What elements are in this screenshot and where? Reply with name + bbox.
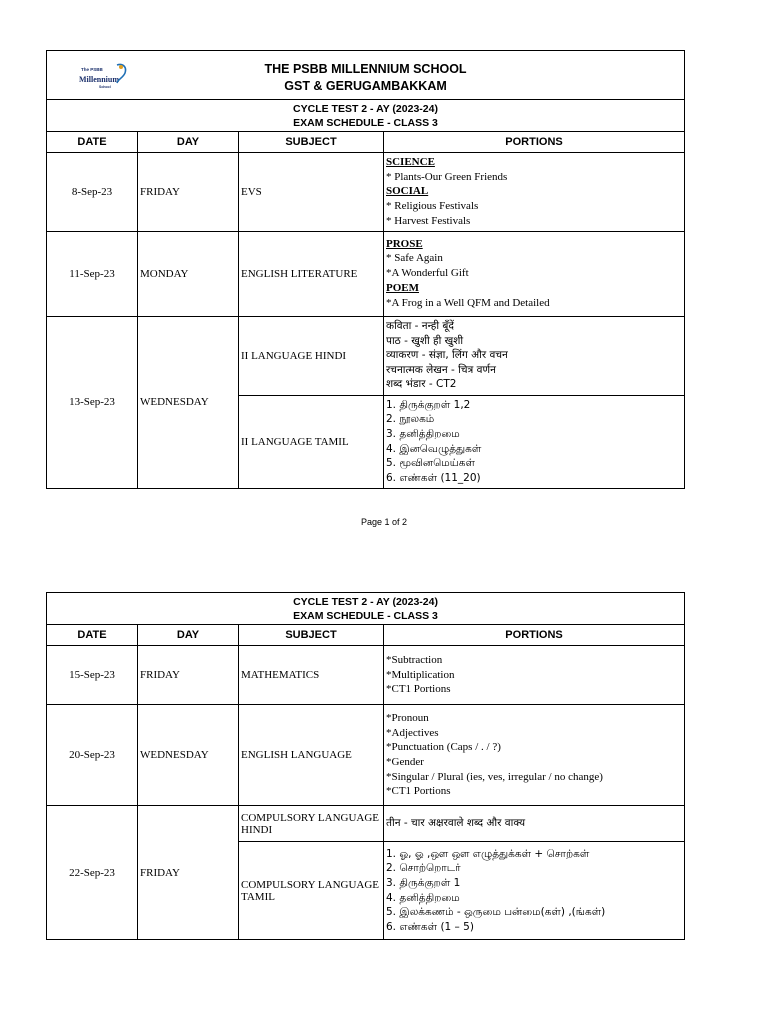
exam-portions xyxy=(384,231,685,316)
column-header-portions: PORTIONS xyxy=(384,625,685,646)
schedule-cycle-line: CYCLE TEST 2 - AY (2023-24) xyxy=(293,595,438,608)
portion-line: 1. ஓ, ஓ ,ஔ ஔ எழுத்துக்கள் + சொற்கள் xyxy=(386,847,590,860)
exam-subject: COMPULSORY LANGUAGE TAMIL xyxy=(239,842,384,940)
table-row xyxy=(47,806,685,842)
exam-subject: ENGLISH LITERATURE xyxy=(239,231,384,316)
exam-portions xyxy=(384,806,685,842)
portion-line: तीन - चार अक्षरवाले शब्द और वाक्य xyxy=(386,817,526,830)
exam-portions xyxy=(384,395,685,488)
portion-line: 5. மூவினமெய்கள் xyxy=(386,457,475,470)
exam-subject: II LANGUAGE HINDI xyxy=(239,316,384,395)
portion-line: * Plants-Our Green Friends xyxy=(386,170,508,183)
schedule-sheet-page-1 xyxy=(46,50,684,489)
column-header-date: DATE xyxy=(47,625,138,646)
schedule-table-page-1 xyxy=(46,50,685,489)
table-row xyxy=(47,705,685,806)
schedule-title xyxy=(47,100,685,132)
exam-date: 13-Sep-23 xyxy=(47,316,138,488)
portion-line: *Subtraction xyxy=(386,653,443,666)
portion-line: 3. திருக்குறள் 1 xyxy=(386,876,461,889)
portion-line: 6. எண்கள் (1 – 5) xyxy=(386,920,474,933)
portion-line: *CT1 Portions xyxy=(386,785,451,798)
schedule-title xyxy=(47,593,685,625)
portion-line: व्याकरण - संज्ञा, लिंग और वचन xyxy=(386,349,508,362)
logo-text-the-psbb: The PSBB xyxy=(81,67,103,72)
portion-line: शब्द भंडार - CT2 xyxy=(386,378,457,391)
exam-subject: II LANGUAGE TAMIL xyxy=(239,395,384,488)
portion-line: * Harvest Festivals xyxy=(386,214,471,227)
school-name: THE PSBB MILLENNIUM SCHOOL xyxy=(264,62,467,76)
portion-line: * Religious Festivals xyxy=(386,200,479,213)
schedule-class-line: EXAM SCHEDULE - CLASS 3 xyxy=(293,609,438,622)
page-number: Page 1 of 2 xyxy=(360,517,408,527)
column-header-date: DATE xyxy=(47,132,138,153)
exam-day: FRIDAY xyxy=(138,646,239,705)
exam-day: FRIDAY xyxy=(138,153,239,232)
column-header-portions: PORTIONS xyxy=(384,132,685,153)
portion-line: SOCIAL xyxy=(386,185,429,198)
exam-subject: COMPULSORY LANGUAGE HINDI xyxy=(239,806,384,842)
portion-line: *CT1 Portions xyxy=(386,683,451,696)
exam-date: 8-Sep-23 xyxy=(47,153,138,232)
portion-line: *Multiplication xyxy=(386,668,455,681)
table-row xyxy=(47,153,685,232)
schedule-cycle-line: CYCLE TEST 2 - AY (2023-24) xyxy=(293,102,438,115)
exam-date: 20-Sep-23 xyxy=(47,705,138,806)
schedule-class-line: EXAM SCHEDULE - CLASS 3 xyxy=(293,116,438,129)
portion-line: 4. தனித்திறமை xyxy=(386,891,460,904)
column-header-day: DAY xyxy=(138,132,239,153)
logo-text-millennium: Millennium xyxy=(79,75,120,84)
table-row xyxy=(47,316,685,395)
exam-portions xyxy=(384,646,685,705)
portion-line: 3. தனித்திறமை xyxy=(386,427,460,440)
exam-day: WEDNESDAY xyxy=(138,705,239,806)
table-row xyxy=(47,231,685,316)
exam-portions xyxy=(384,153,685,232)
portion-line: * Safe Again xyxy=(386,252,443,265)
exam-date: 11-Sep-23 xyxy=(47,231,138,316)
exam-date: 22-Sep-23 xyxy=(47,806,138,940)
portion-line: *Pronoun xyxy=(386,711,429,724)
exam-day: FRIDAY xyxy=(138,806,239,940)
column-header-subject: SUBJECT xyxy=(239,625,384,646)
school-branch: GST & GERUGAMBAKKAM xyxy=(284,79,447,93)
exam-subject: ENGLISH LANGUAGE xyxy=(239,705,384,806)
portion-line: पाठ - खुशी ही खुशी xyxy=(386,334,464,347)
exam-day: MONDAY xyxy=(138,231,239,316)
portion-line: *Adjectives xyxy=(386,726,439,739)
school-logo xyxy=(77,61,133,91)
exam-day: WEDNESDAY xyxy=(138,316,239,488)
portion-line: *Singular / Plural (ies, ves, irregular / no change) xyxy=(386,770,603,783)
schedule-sheet-page-2 xyxy=(46,592,684,940)
portion-line: 5. இலக்கணம் - ஒருமை பன்மை(கள்) ,(ங்கள்) xyxy=(386,906,606,919)
exam-portions xyxy=(384,842,685,940)
exam-subject: EVS xyxy=(239,153,384,232)
column-header-day: DAY xyxy=(138,625,239,646)
logo-text-school: School xyxy=(99,85,111,89)
portion-line: 2. நூலகம் xyxy=(386,413,435,426)
portion-line: *A Frog in a Well QFM and Detailed xyxy=(386,296,550,309)
portion-line: *Gender xyxy=(386,756,424,768)
portion-line: 2. சொற்றொடர் xyxy=(386,862,461,875)
exam-portions xyxy=(384,316,685,395)
exam-subject: MATHEMATICS xyxy=(239,646,384,705)
portion-line: *Punctuation (Caps / . / ?) xyxy=(386,741,501,754)
portion-line: *A Wonderful Gift xyxy=(386,267,469,280)
school-header xyxy=(47,51,685,100)
portion-line: PROSE xyxy=(386,237,423,250)
school-logo-icon xyxy=(77,61,133,91)
column-header-subject: SUBJECT xyxy=(239,132,384,153)
table-row xyxy=(47,646,685,705)
portion-line: 4. இனவெழுத்துகள் xyxy=(386,442,482,455)
portion-line: 1. திருக்குறள் 1,2 xyxy=(386,398,471,411)
exam-date: 15-Sep-23 xyxy=(47,646,138,705)
schedule-table-page-2 xyxy=(46,592,685,940)
portion-line: कविता - नन्ही बूँदें xyxy=(386,320,454,333)
portion-line: रचनात्मक लेखन - चित्र वर्णन xyxy=(386,363,496,376)
portion-line: 6. எண்கள் (11_20) xyxy=(386,471,481,484)
portion-line: SCIENCE xyxy=(386,156,435,168)
exam-portions xyxy=(384,705,685,806)
portion-line: POEM xyxy=(386,281,419,294)
